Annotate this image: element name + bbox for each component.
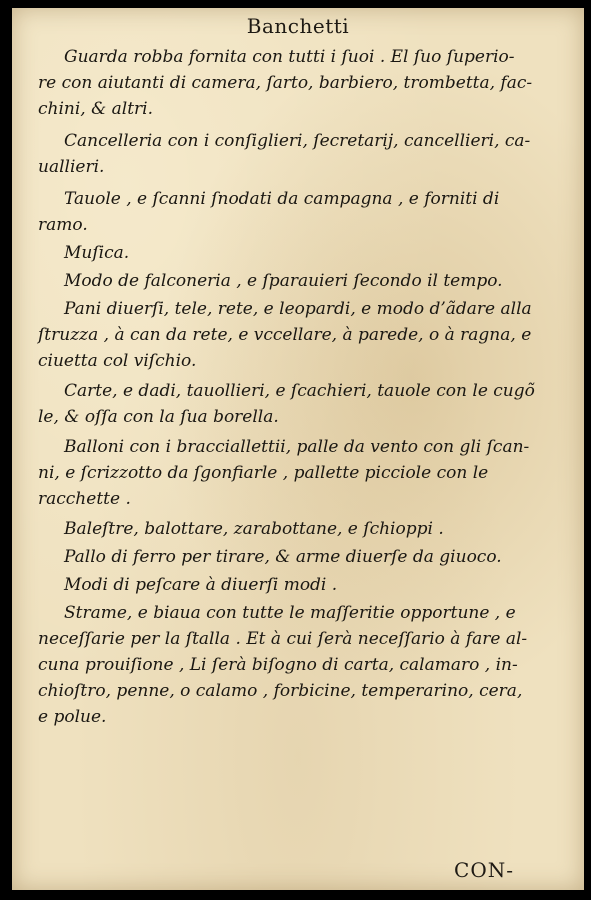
text-line: e polue. bbox=[38, 707, 107, 727]
text-line: Pani diuerſi, tele, rete, e leopardi, e modo d’ãdare alla bbox=[64, 299, 532, 319]
text-line: Pallo di ferro per tirare, & arme diuerſe da giuoco. bbox=[64, 547, 502, 567]
text-line: le, & oſſa con la ſua borella. bbox=[38, 407, 279, 427]
text-line: ni, e ſcrizzotto da ſgonfiarle , pallette picciole con le bbox=[38, 463, 489, 483]
text-line: neceſſarie per la ſtalla . Et à cui ſerà neceſſario à fare al- bbox=[38, 629, 528, 649]
book-page bbox=[12, 8, 584, 890]
text-line: Strame, e biaua con tutte le maſſeritie opportune , e bbox=[64, 603, 516, 623]
text-line: chini, & altri. bbox=[38, 99, 154, 119]
text-line: Cancelleria con i conſiglieri, ſecretarij, cancellieri, ca- bbox=[64, 131, 531, 151]
text-line: uallieri. bbox=[38, 157, 105, 177]
running-head: Banchetti bbox=[246, 14, 350, 38]
text-line: racchette . bbox=[38, 489, 131, 509]
text-line: Modo de falconeria , e ſparauieri ſecondo il tempo. bbox=[64, 271, 503, 291]
text-line: Carte, e dadi, tauollieri, e ſcachieri, tauole con le cugõ bbox=[64, 381, 535, 401]
text-line: re con aiutanti di camera, ſarto, barbiero, trombetta, fac- bbox=[38, 73, 533, 93]
text-line: Baleſtre, balottare, zarabottane, e ſchioppi . bbox=[64, 519, 444, 539]
text-line: Guarda robba fornita con tutti i ſuoi . El ſuo ſuperio- bbox=[64, 47, 515, 67]
text-line: Tauole , e ſcanni ſnodati da campagna , e forniti di bbox=[64, 189, 500, 209]
text-line: Muſica. bbox=[64, 243, 130, 263]
text-line: Balloni con i bracciallettii, palle da vento con gli ſcan- bbox=[64, 437, 530, 457]
text-line: ramo. bbox=[38, 215, 88, 235]
text-line: Modi di peſcare à diuerſi modi . bbox=[64, 575, 338, 595]
text-line: ciuetta col viſchio. bbox=[38, 351, 197, 371]
text-line: chioſtro, penne, o calamo , forbicine, temperarino, cera, bbox=[38, 681, 523, 701]
text-line: cuna prouiſione , Li ſerà biſogno di carta, calamaro , in- bbox=[38, 655, 518, 675]
catchword: CON- bbox=[454, 858, 514, 882]
text-line: ſtruzza , à can da rete, e vccellare, à parede, o à ragna, e bbox=[38, 325, 532, 345]
